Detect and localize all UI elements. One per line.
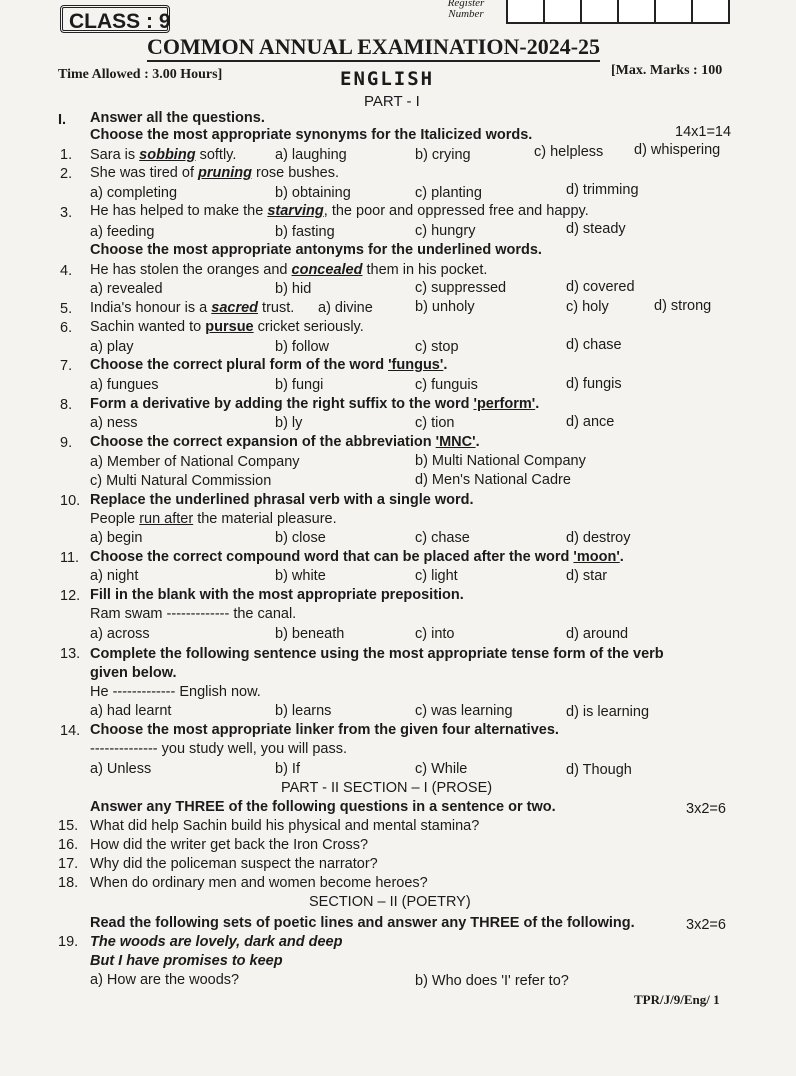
question-13-sentence: He ------------- English now. [90,684,261,700]
question-number: 4. [60,263,73,279]
question-number: 9. [60,435,73,451]
option-d: d) steady [566,221,626,237]
option-c: c) into [415,626,455,642]
poem-line-2: But I have promises to keep [90,953,283,969]
question-13: Complete the following sentence using the most appropriate tense form of the verb [90,646,664,662]
poetry-instruction: Read the following sets of poetic lines and answer any THREE of the following. [90,915,635,931]
option-b: b) Multi National Company [415,453,586,469]
question-15: What did help Sachin build his physical and mental stamina? [90,818,480,834]
option-c: c) was learning [415,703,513,719]
option-c: c) While [415,761,468,777]
max-marks: [Max. Marks : 100 [611,63,723,78]
question-number: 2. [60,166,73,182]
time-allowed: Time Allowed : 3.00 Hours] [58,67,223,82]
option-c: c) stop [415,339,459,355]
option-c: c) chase [415,530,470,546]
question-4: He has stolen the oranges and concealed them in his pocket. [90,262,488,278]
exam-title-text: COMMON ANNUAL EXAMINATION-2024-25 [147,34,601,59]
option-a: a) begin [90,530,143,546]
question-3: He has helped to make the starving, the poor and oppressed free and happy. [90,203,589,219]
question-5: India's honour is a sacred trust. [90,300,295,316]
register-label-line1: Register [447,0,485,9]
question-2: She was tired of pruning rose bushes. [90,165,340,181]
option-d: d) Men's National Cadre [415,472,571,488]
question-number: 14. [60,723,81,739]
option-a: a) revealed [90,281,163,297]
register-label [426,0,506,20]
register-box [617,0,656,24]
register-box [580,0,619,24]
option-b: b) white [275,568,326,584]
poem-line-1: The woods are lovely, dark and deep [90,934,343,950]
question-14: Choose the most appropriate linker from the given four alternatives. [90,722,559,738]
part2-marks: 3x2=6 [686,801,726,817]
option-c: c) light [415,568,458,584]
register-label-line2: Number [448,8,484,20]
keyword: pruning [198,165,252,181]
poetry-marks: 3x2=6 [686,917,726,933]
option-b: b) If [275,761,300,777]
part2-instruction: Answer any THREE of the following questions in a sentence or two. [90,799,556,815]
option-a: a) Member of National Company [90,454,300,470]
option-c: c) tion [415,415,455,431]
keyword: run after [139,511,194,527]
option-c: c) funguis [415,377,478,393]
question-number: 7. [60,358,73,374]
option-a: a) Unless [90,761,152,777]
register-box [543,0,582,24]
option-d: d) ance [566,414,615,430]
option-b: b) close [275,530,326,546]
question-18: When do ordinary men and women become heroes? [90,875,428,891]
option-b: b) obtaining [275,185,351,201]
option-d: d) whispering [634,142,721,158]
option-a: a) night [90,568,139,584]
option-b: b) unholy [415,299,475,315]
poem-question-b: b) Who does 'I' refer to? [415,973,569,989]
keyword: 'perform' [473,396,536,412]
question-11: Choose the correct compound word that can be placed after the word 'moon'. [90,549,624,565]
option-a: a) across [90,626,150,642]
option-d: d) strong [654,298,712,314]
question-13-cont: given below. [90,665,177,681]
option-b: b) beneath [275,626,345,642]
question-10-sentence: People run after the material pleasure. [90,511,337,527]
question-number: 15. [58,818,79,834]
option-c: c) hungry [415,223,476,239]
question-16: How did the writer get back the Iron Cross? [90,837,369,853]
option-b: b) fasting [275,224,335,240]
keyword: starving [267,203,324,219]
option-a: a) laughing [275,147,347,163]
subject: ENGLISH [340,68,435,90]
section-marks: 14x1=14 [675,124,732,140]
class-label: CLASS : 9 [60,5,170,33]
keyword: sobbing [139,147,196,163]
option-d: d) around [566,626,629,642]
option-a: a) feeding [90,224,155,240]
question-number: 1. [60,147,73,163]
keyword: sacred [211,300,259,316]
question-number: 19. [58,934,79,950]
question-12: Fill in the blank with the most appropriate preposition. [90,587,464,603]
keyword: pursue [205,319,254,335]
option-d: d) destroy [566,530,631,546]
option-c: c) helpless [534,144,604,160]
option-a: a) divine [318,300,373,316]
option-a: a) fungues [90,377,159,393]
question-number: 3. [60,205,73,221]
poetry-heading: SECTION – II (POETRY) [309,894,471,910]
question-7: Choose the correct plural form of the word 'fungus'. [90,357,448,373]
question-number: 17. [58,856,79,872]
question-number: 13. [60,646,81,662]
section-heading: Answer all the questions. [90,110,265,126]
part-label: PART - I [364,93,420,110]
option-d: d) star [566,568,608,584]
question-number: 5. [60,301,73,317]
question-8: Form a derivative by adding the right suffix to the word 'perform'. [90,396,540,412]
register-box [654,0,693,24]
question-10: Replace the underlined phrasal verb with a single word. [90,492,474,508]
option-d: d) covered [566,279,635,295]
option-d: d) chase [566,337,622,353]
question-number: 8. [60,397,73,413]
question-number: 16. [58,837,79,853]
question-17: Why did the policeman suspect the narrator? [90,856,378,872]
option-c: c) holy [566,299,609,315]
option-a: a) play [90,339,134,355]
question-number: 10. [60,493,81,509]
option-a: a) completing [90,185,178,201]
synonym-instruction: Choose the most appropriate synonyms for the Italicized words. [90,127,533,143]
footer-code: TPR/J/9/Eng/ 1 [634,992,720,1007]
option-a: a) ness [90,415,138,431]
option-d: d) fungis [566,376,622,392]
option-c: c) planting [415,185,482,201]
question-number: 12. [60,588,81,604]
poem-question-a: a) How are the woods? [90,972,240,988]
option-b: b) learns [275,703,332,719]
question-1: Sara is sobbing softly. [90,147,237,163]
option-d: d) is learning [566,704,650,720]
option-b: b) crying [415,147,471,163]
keyword: 'fungus' [388,357,444,373]
section-number: I. [58,112,67,128]
option-c: c) Multi Natural Commission [90,473,272,489]
option-b: b) follow [275,339,329,355]
question-number: 6. [60,320,73,336]
question-number: 11. [60,550,80,566]
option-a: a) had learnt [90,703,172,719]
question-12-sentence: Ram swam ------------- the canal. [90,606,297,622]
question-14-sentence: -------------- you study well, you will pass. [90,741,347,757]
option-b: b) ly [275,415,303,431]
register-box [506,0,545,24]
option-d: d) Though [566,762,632,778]
exam-title [147,34,600,60]
keyword: 'MNC' [435,434,476,450]
register-box [691,0,730,24]
question-6: Sachin wanted to pursue cricket seriously. [90,319,364,335]
question-number: 18. [58,875,79,891]
option-c: c) suppressed [415,280,507,296]
keyword: concealed [291,262,363,278]
question-9: Choose the correct expansion of the abbreviation 'MNC'. [90,434,480,450]
option-b: b) hid [275,281,312,297]
option-b: b) fungi [275,377,324,393]
register-number-boxes [508,0,730,24]
keyword: 'moon' [573,549,620,565]
option-d: d) trimming [566,182,639,198]
antonym-instruction: Choose the most appropriate antonyms for the underlined words. [90,242,542,258]
part2-heading: PART - II SECTION – I (PROSE) [281,780,493,796]
